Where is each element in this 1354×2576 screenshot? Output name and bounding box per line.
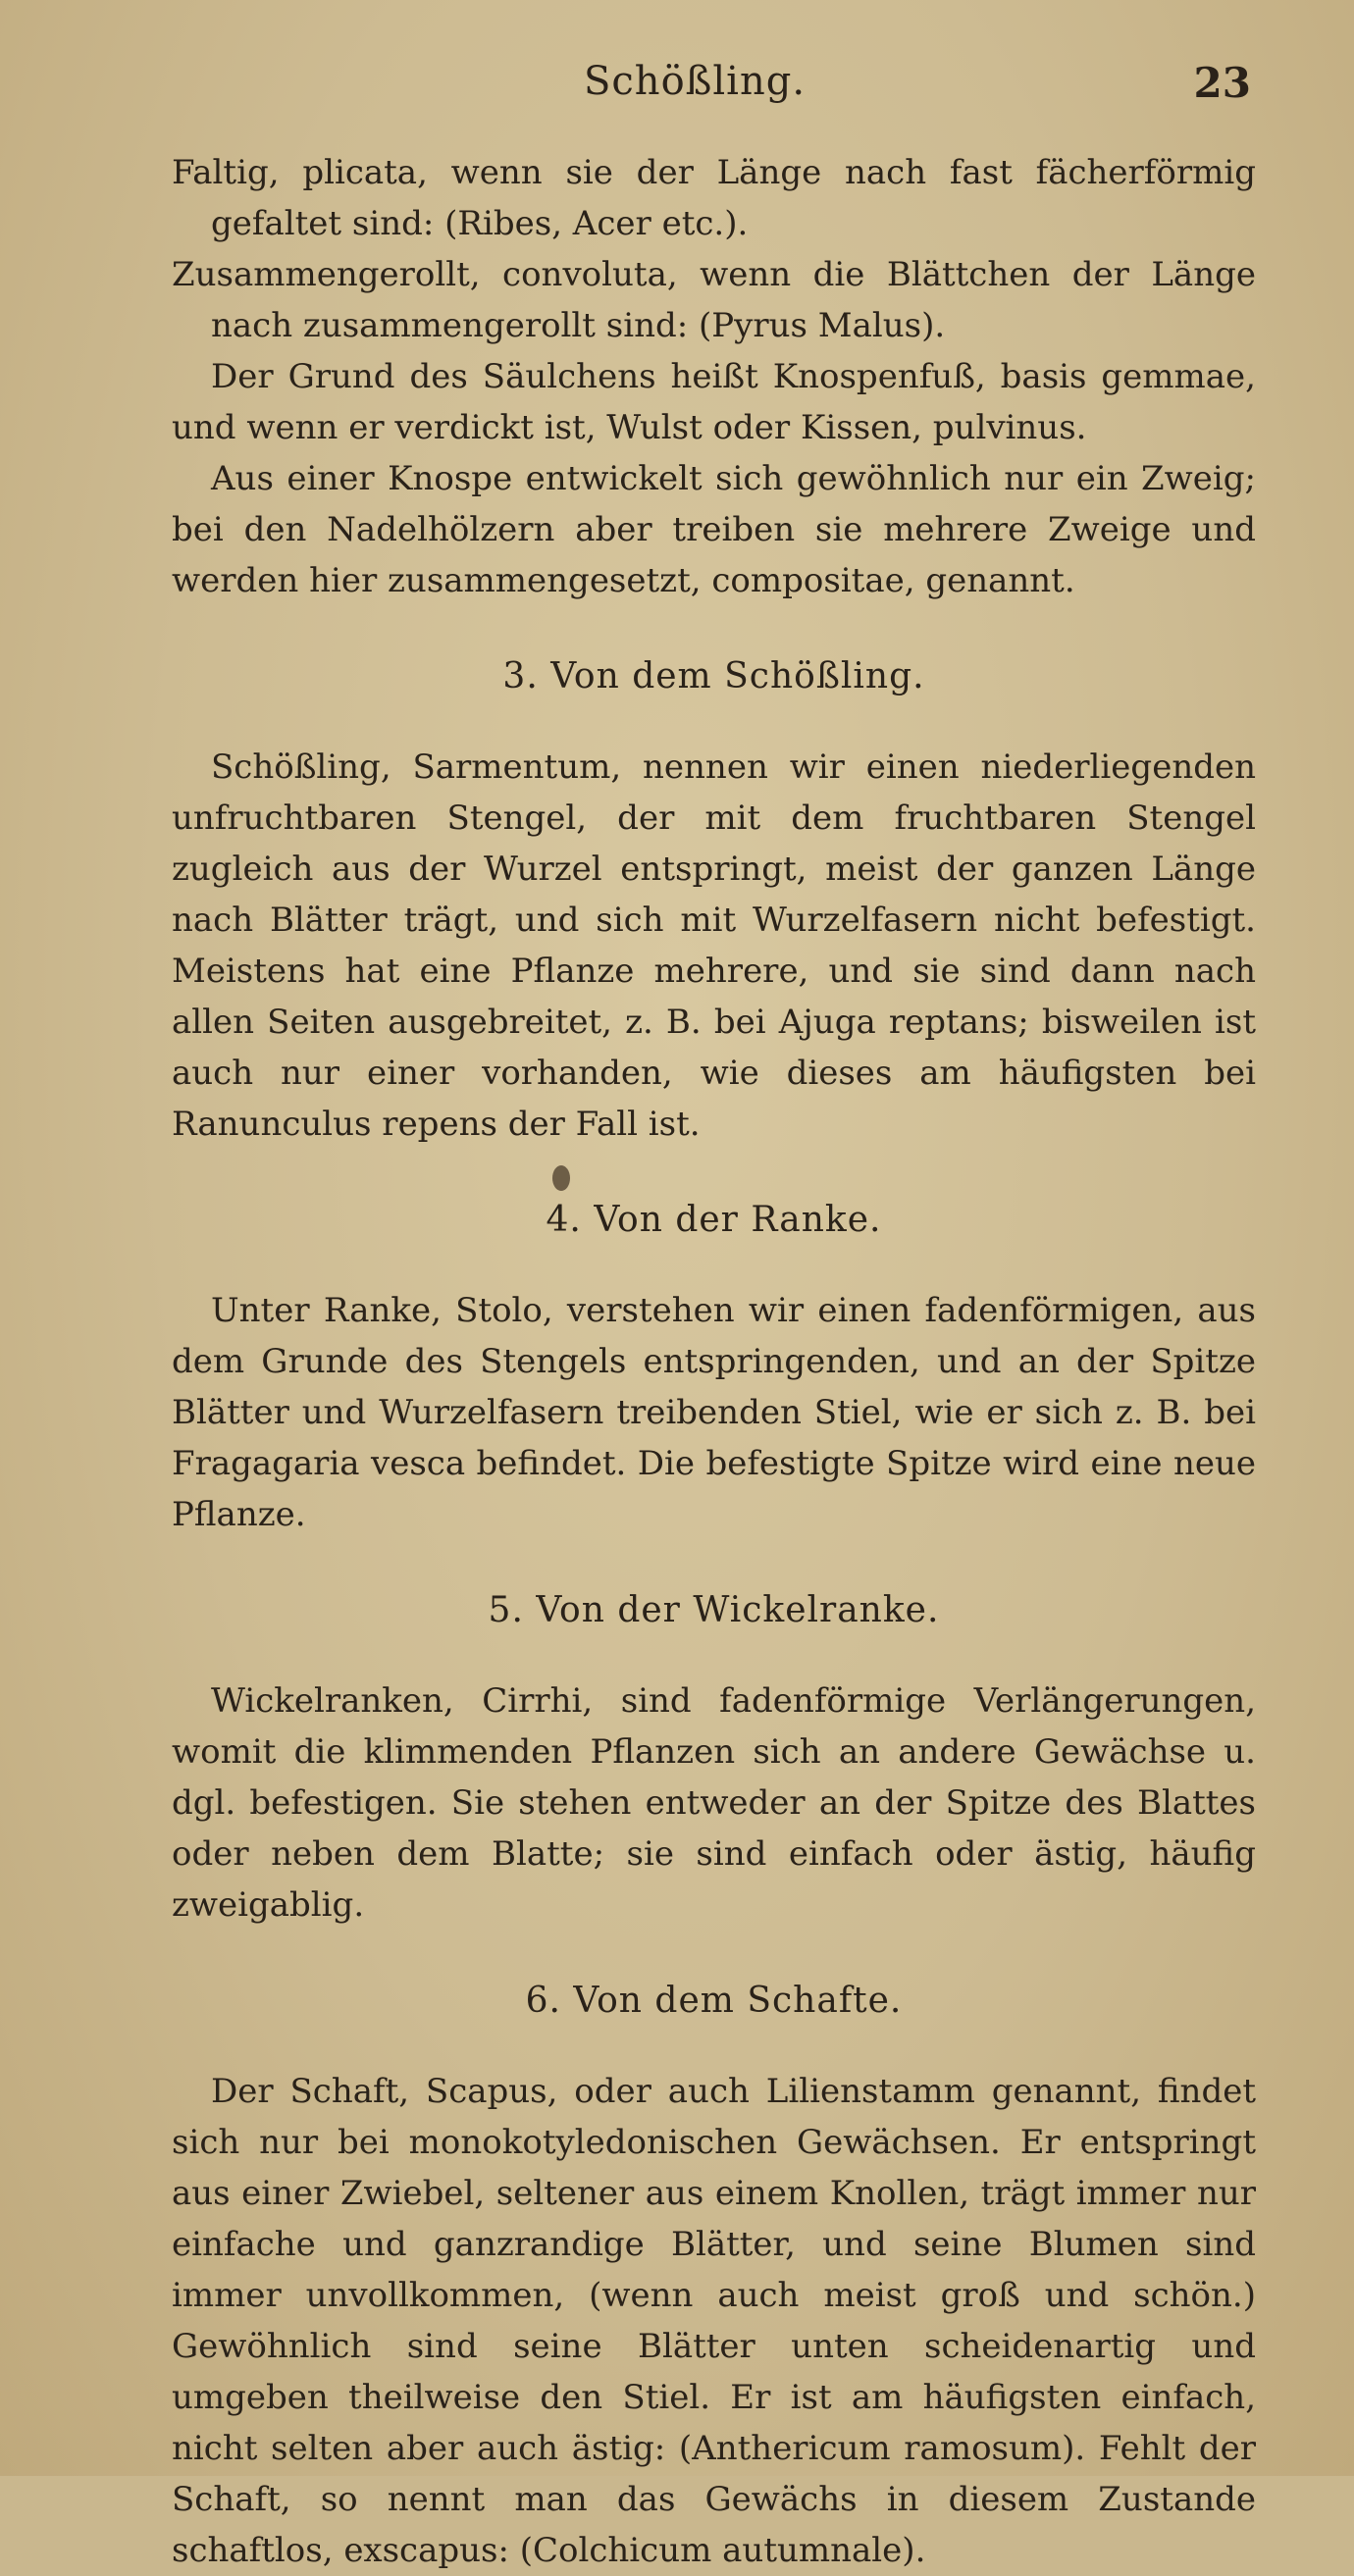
paragraph-zusammengerollt: Zusammengerollt, convoluta, wenn die Blättchen der Länge nach zusammengerollt sind: (Pyrus Malus). [172, 255, 1256, 345]
paragraph-faltig: Faltig, plicata, wenn sie der Länge nach fast fächerförmig gefaltet sind: (Ribes, Acer etc.). [172, 153, 1256, 243]
section-text-schaft: Der Schaft, Scapus, oder auch Lilienstamm genannt, findet sich nur bei monokotyledonischen Gewächsen. Er entspringt aus einer Zwiebel, seltener aus einem Knollen, trägt immer nur einfache und ganzrandige Blätter, und seine Blumen sind immer unvollkommen, (wenn auch meist groß und schön.) Gewöhnlich sind seine Blätter unten scheidenartig und umgeben theilweise den Stiel. Er ist am häufigsten einfach, nicht selten aber auch ästig: (Anthericum ramosum). Fehlt der Schaft, so nennt man das Gewächs in diesem Zustande schaftlos, exscapus: (Colchicum autumnale). [172, 2072, 1256, 2570]
section-heading-schaft: 6. Von dem Schafte. [525, 1981, 903, 2021]
section-heading-schoessling: 3. Von dem Schößling. [502, 656, 925, 696]
page-number: 23 [1193, 59, 1251, 107]
running-head: Schößling. [584, 59, 807, 104]
section-text-ranke: Unter Ranke, Stolo, verstehen wir einen fadenförmigen, aus dem Grunde des Stengels entspringenden, und an der Spitze Blätter und Wurzelfasern treibenden Stiel, wie er sich z. B. bei Fragagaria vesca befindet. Die befestigte Spitze wird eine neue Pflanze. [172, 1291, 1256, 1534]
section-text-wickelranke: Wickelranken, Cirrhi, sind fadenförmige Verlängerungen, womit die klimmenden Pflanzen sich an andere Gewächse u. dgl. befestigen. Sie stehen entweder an der Spitze des Blattes oder neben dem Blatte; sie sind einfach oder ästig, häufig zweigablig. [172, 1681, 1256, 1925]
page-body [172, 147, 1256, 2576]
section-heading-wickelranke: 5. Von der Wickelranke. [488, 1590, 940, 1630]
paragraph-zweig: Aus einer Knospe entwickelt sich gewöhnlich nur ein Zweig; bei den Nadelhölzern aber treiben sie mehrere Zweige und werden hier zusammengesetzt, compositae, genannt. [172, 459, 1256, 600]
paragraph-knospenfuss: Der Grund des Säulchens heißt Knospenfuß, basis gemmae, und wenn er verdickt ist, Wulst oder Kissen, pulvinus. [172, 357, 1256, 447]
ink-spot [552, 1165, 570, 1191]
section-text-schoessling: Schößling, Sarmentum, nennen wir einen niederliegenden unfruchtbaren Stengel, der mit dem fruchtbaren Stengel zugleich aus der Wurzel entspringt, meist der ganzen Länge nach Blätter trägt, und sich mit Wurzelfasern nicht befestigt. Meistens hat eine Pflanze mehrere, und sie sind dann nach allen Seiten ausgebreitet, z. B. bei Ajuga reptans; bisweilen ist auch nur einer vorhanden, wie dieses am häufigsten bei Ranunculus repens der Fall ist. [172, 747, 1256, 1144]
section-heading-ranke: 4. Von der Ranke. [546, 1200, 882, 1240]
page-header [172, 59, 1251, 118]
